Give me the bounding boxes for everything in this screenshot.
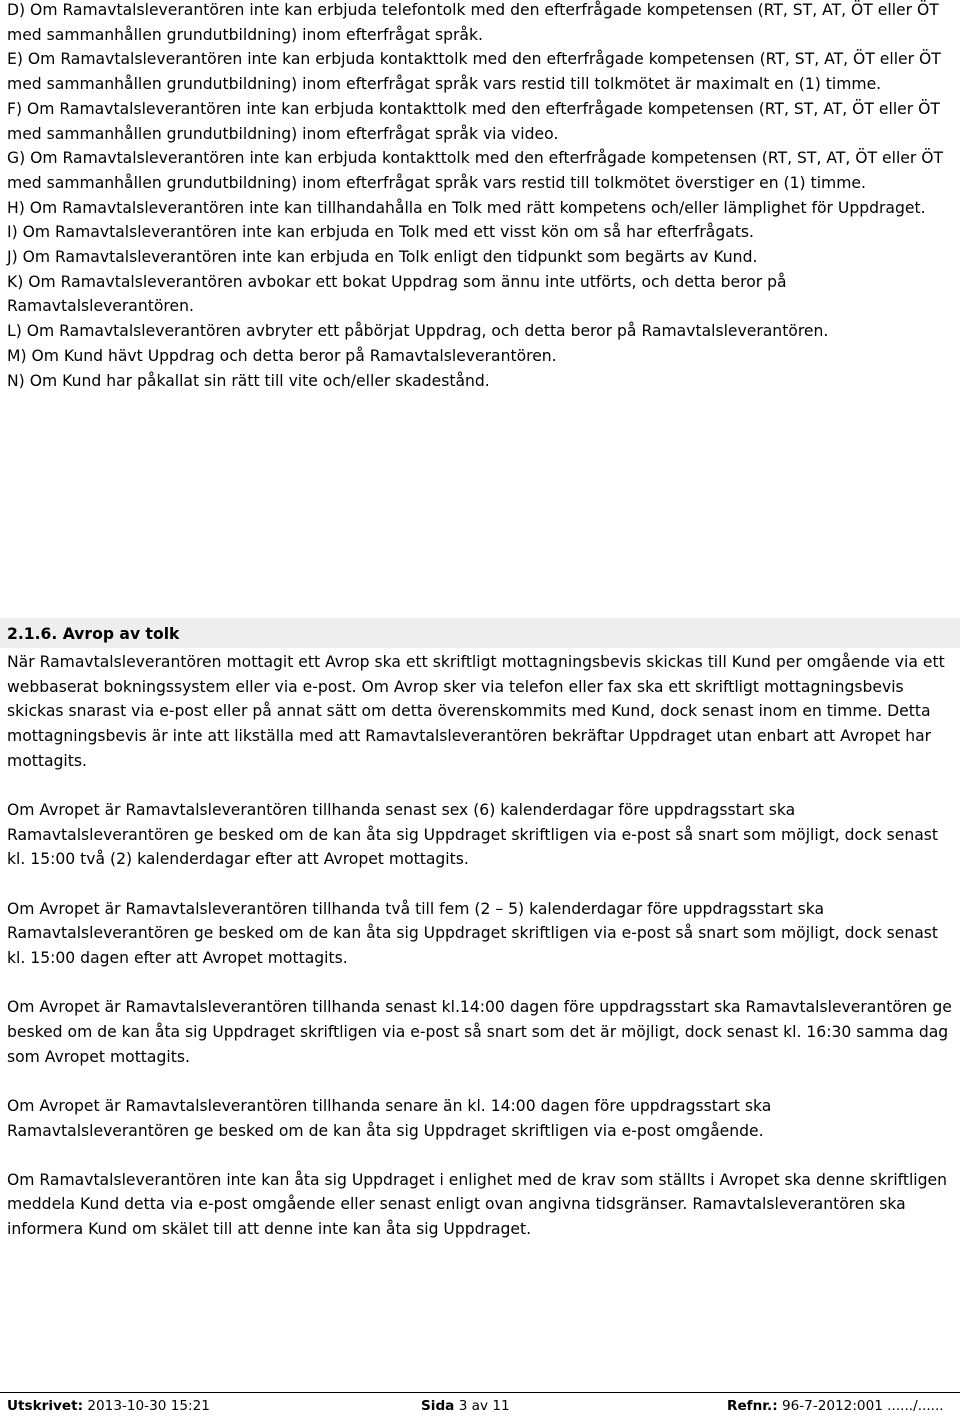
footer-ref-label: Refnr.: xyxy=(727,1398,778,1414)
footer-ref xyxy=(727,1393,944,1419)
list-item-h: H) Om Ramavtalsleverantören inte kan tillhandahålla en Tolk med rätt kompetens och/eller lämplighet för Uppdraget. xyxy=(7,198,926,217)
list-item-k: K) Om Ramavtalsleverantören avbokar ett bokat Uppdrag som ännu inte utförts, och detta beror på Ramavtalsleverantören. xyxy=(7,272,787,316)
condition-list xyxy=(7,0,952,393)
paragraph-six-days: Om Avropet är Ramavtalsleverantören tillhanda senast sex (6) kalenderdagar före uppdragsstart ska Ramavtalsleverantören ge besked om de kan åta sig Uppdraget skriftligen via e-post så snart som möjligt, dock senast kl. 15:00 två (2) kalenderdagar efter att Avropet mottagits. xyxy=(7,801,939,869)
section-body xyxy=(7,650,952,1266)
footer-page-label: Sida xyxy=(421,1398,455,1414)
list-item-l: L) Om Ramavtalsleverantören avbryter ett påbörjat Uppdrag, och detta beror på Ramavtalsleverantören. xyxy=(7,322,829,341)
list-item-f: F) Om Ramavtalsleverantören inte kan erbjuda kontakttolk med den efterfrågade kompetensen (RT, ST, AT, ÖT eller ÖT med sammanhållen grundutbildning) inom efterfrågat språk via video. xyxy=(7,99,940,143)
list-item-d: D) Om Ramavtalsleverantören inte kan erbjuda telefontolk med den efterfrågade kompetensen (RT, ST, AT, ÖT eller ÖT med sammanhållen grundutbildning) inom efterfrågat språk. xyxy=(7,1,939,44)
list-item-m: M) Om Kund hävt Uppdrag och detta beror på Ramavtalsleverantören. xyxy=(7,346,557,365)
paragraph-decline: Om Ramavtalsleverantören inte kan åta sig Uppdraget i enlighet med de krav som ställts i Avropet ska denne skriftligen meddela Kund detta via e-post omgående eller senast enligt ovan angivna tidsgränser. Ramavtalsleverantören ska informera Kund om skälet till att denne inte kan åta sig Uppdraget. xyxy=(7,1170,948,1239)
section-heading-bar xyxy=(0,618,960,648)
list-item-n: N) Om Kund har påkallat sin rätt till vite och/eller skadestånd. xyxy=(7,371,490,390)
list-item-j: J) Om Ramavtalsleverantören inte kan erbjuda en Tolk enligt den tidpunkt som begärts av Kund. xyxy=(7,248,758,267)
list-item-i: I) Om Ramavtalsleverantören inte kan erbjuda en Tolk med ett visst kön om så har efterfrågats. xyxy=(7,223,755,242)
paragraph-two-five-days: Om Avropet är Ramavtalsleverantören tillhanda två till fem (2 – 5) kalenderdagar före uppdragsstart ska Ramavtalsleverantören ge besked om de kan åta sig Uppdraget skriftligen via e-post så snart som möjligt, dock senast kl. 15:00 dagen efter att Avropet mottagits. xyxy=(7,899,939,968)
list-item-g: G) Om Ramavtalsleverantören inte kan erbjuda kontakttolk med den efterfrågade kompetensen (RT, ST, AT, ÖT eller ÖT med sammanhållen grundutbildning) inom efterfrågat språk vars restid till tolkmötet överstiger en (1) timme. xyxy=(7,149,944,192)
footer-printed xyxy=(7,1393,210,1419)
paragraph-receipt: När Ramavtalsleverantören mottagit ett Avrop ska ett skriftligt mottagningsbevis skickas till Kund per omgående via ett webbaserat bokningssystem eller via e-post. Om Avrop sker via telefon eller fax ska ett skriftligt mottagningsbevis skickas snarast via e-post eller på annat sätt om detta överenskommits med Kund, dock senast inom en timme. Detta mottagningsbevis är inte att likställa med att Ramavtalsleverantören bekräftar Uppdraget utan enbart att Avropet har mottagits. xyxy=(7,653,945,770)
footer-ref-value: 96-7-2012:001 ....../...... xyxy=(781,1398,944,1414)
footer-page-value: 3 av 11 xyxy=(458,1398,510,1414)
paragraph-day-before: Om Avropet är Ramavtalsleverantören tillhanda senast kl.14:00 dagen före uppdragsstart ska Ramavtalsleverantören ge besked om de kan åta sig Uppdraget skriftligen via e-post så snart som det är möjligt, dock senast kl. 16:30 samma dag som Avropet mottagits. xyxy=(7,998,952,1066)
section-heading: 2.1.6. Avrop av tolk xyxy=(7,625,180,643)
list-item-e: E) Om Ramavtalsleverantören inte kan erbjuda kontakttolk med den efterfrågade kompetensen (RT, ST, AT, ÖT eller ÖT med sammanhållen grundutbildning) inom efterfrågat språk vars restid till tolkmötet är maximalt en (1) timme. xyxy=(7,50,941,94)
page-footer xyxy=(0,1392,960,1416)
footer-printed-label: Utskrivet: xyxy=(7,1398,84,1414)
paragraph-after-deadline: Om Avropet är Ramavtalsleverantören tillhanda senare än kl. 14:00 dagen före uppdragsstart ska Ramavtalsleverantören ge besked om de kan åta sig Uppdraget skriftligen via e-post omgående. xyxy=(7,1096,772,1140)
footer-page xyxy=(421,1393,510,1419)
footer-printed-value: 2013-10-30 15:21 xyxy=(87,1398,210,1414)
